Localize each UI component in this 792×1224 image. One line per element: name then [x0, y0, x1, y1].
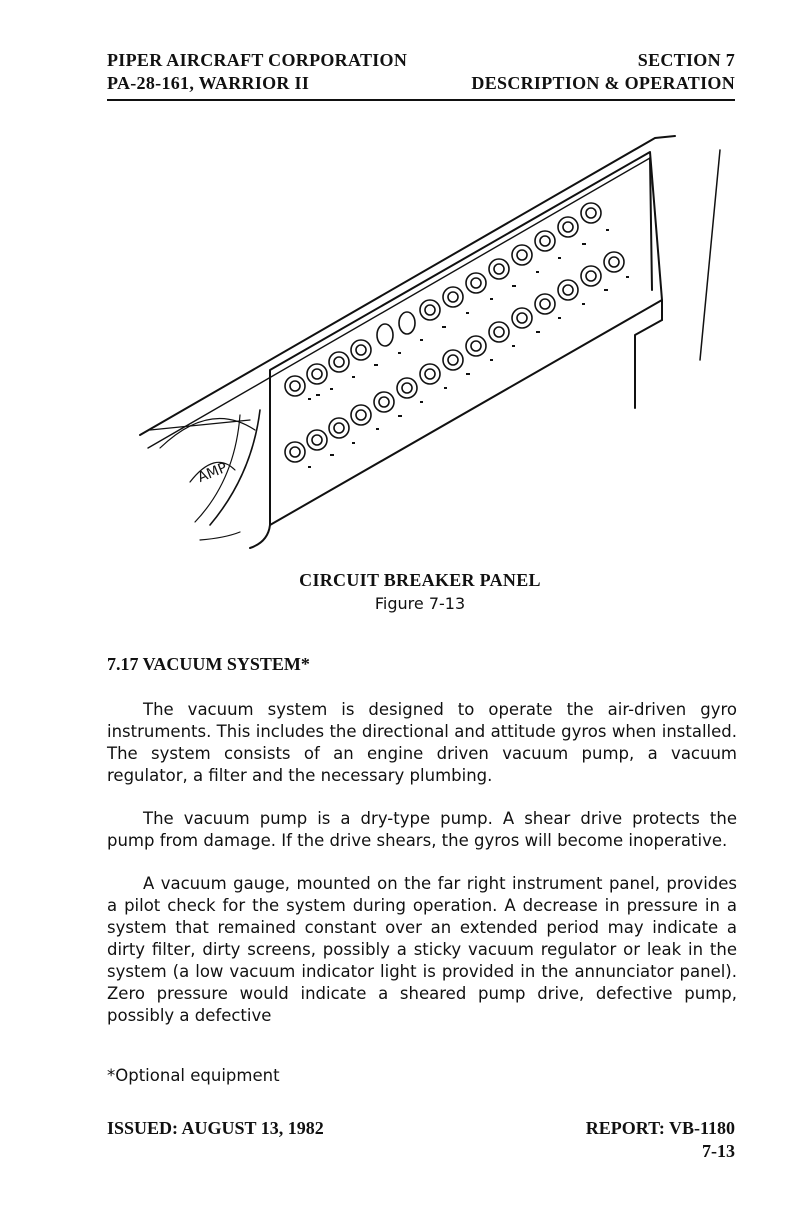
breaker-plate — [270, 152, 662, 525]
header-section: SECTION 7 — [637, 50, 735, 70]
ammeter-label: AMP — [195, 459, 230, 486]
section-title: 7.17 VACUUM SYSTEM* — [107, 654, 310, 674]
header-model: PA-28-161, WARRIOR II — [107, 73, 310, 93]
issued-date: ISSUED: AUGUST 13, 1982 — [107, 1118, 324, 1138]
figure-number: Figure 7-13 — [374, 594, 466, 613]
page-number: 7-13 — [702, 1141, 735, 1161]
figure-title: CIRCUIT BREAKER PANEL — [299, 570, 541, 590]
breaker-row-bottom — [285, 252, 624, 462]
header-section-title: DESCRIPTION & OPERATION — [471, 73, 735, 93]
circuit-breaker-panel-illustration — [130, 130, 730, 560]
paragraph: A vacuum gauge, mounted on the far right instrument panel, provides a pilot check for the system during operation. A decrease in pressure in a system that remained constant over an extended period may indicate a dirty filter, dirty screens, possibly a sticky vacuum regulator or leak in the system (a low vacuum indicator light is provided in the annunciator panel). Zero pressure would indicate a sheared pump drive, defective pump, possibly a defective — [107, 874, 737, 1025]
report-number: REPORT: VB-1180 — [585, 1118, 735, 1138]
footnote: *Optional equipment — [107, 1066, 280, 1085]
paragraph: The vacuum system is designed to operate the air-driven gyro instruments. This includes the directional and attitude gyros when installed. The system consists of an engine driven vacuum pump, a vacuum regulator, a filter and the necessary plumbing. — [107, 700, 737, 785]
paragraph: The vacuum pump is a dry-type pump. A shear drive protects the pump from damage. If the drive shears, the gyros will become inoperative. — [107, 809, 737, 850]
header-rule — [107, 99, 735, 101]
header-company: PIPER AIRCRAFT CORPORATION — [107, 50, 408, 70]
